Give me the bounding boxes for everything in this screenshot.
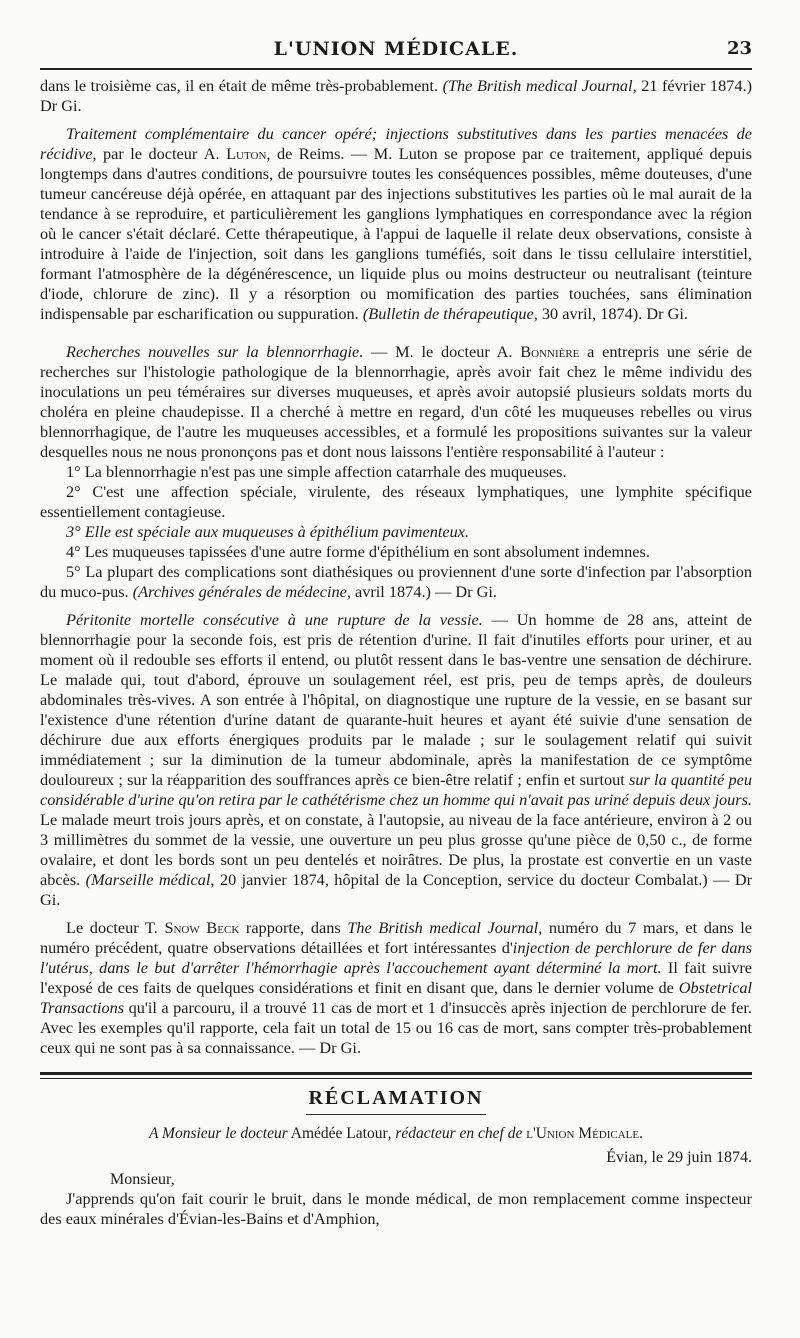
letter-body: J'apprends qu'on fait courir le bruit, dans le monde médical, de mon remplacement comme inspecteur des eaux minérales d'Évian-les-Bains et d'Amphion, bbox=[40, 1189, 752, 1228]
paragraph-blennorrhagie: Recherches nouvelles sur la blennorrhagie. — M. le docteur A. Bonnière a entrepris une série de recherches sur l'histologie pathologique de la blennorrhagie, après avoir fait chez le même individu des inoculations un peu téméraires sur diverses muqueuses, et après avoir autopsié plusieurs soldats morts du choléra en pleine chaudepisse. Il a cherché à mettre en regard, d'un côté les muqueuses rebelles ou virus blennorrhagique, de l'autre les muqueuses accessibles, et a formulé les propositions suivantes sur la valeur desquelles nous ne nous prononçons pas et dont nous laissons l'entière responsabilité à l'auteur : bbox=[40, 342, 752, 461]
letter-address: A Monsieur le docteur Amédée Latour, rédacteur en chef de l'Union Médicale. bbox=[148, 1125, 643, 1142]
proposition-3: 3° Elle est spéciale aux muqueuses à épithélium pavimenteux. bbox=[66, 522, 470, 541]
reclamation-section bbox=[40, 1087, 752, 1229]
paragraph-1: dans le troisième cas, il en était de même très-probablement. (The British medical Journal, 21 février 1874.) Dr Gi. bbox=[40, 76, 752, 115]
proposition-1: 1° La blennorrhagie n'est pas une simple affection catarrhale des muqueuses. bbox=[66, 462, 567, 481]
letter-salutation: Monsieur, bbox=[110, 1171, 175, 1188]
page-number: 23 bbox=[726, 38, 752, 59]
paragraph-peritonite: Péritonite mortelle consécutive à une rupture de la vessie. — Un homme de 28 ans, atteint de blennorrhagie pour la seconde fois, est pris de rétention d'urine. Il fait d'inutiles efforts pour uriner, et au moment où il redouble ses efforts il entend, ou plutôt ressent dans le bas-ventre une sensation de déchirure. Le malade qui, tout d'abord, éprouve un soulagement réel, est pris, peu de temps après, de douleurs abdominales très-vives. A son entrée à l'hôpital, on diagnostique une rupture de la vessie, en se basant sur l'existence d'une rétention d'urine datant de quarante-huit heures et ayant été suivie d'une sensation de déchirure due aux efforts énergiques produits par le malade ; sur le soulagement relatif qui suivit immédiatement ; sur la diminution de la tumeur abdominale, après la manifestation de ce symptôme douloureux ; sur la réapparition des souffrances après ce bien-être relatif ; enfin et surtout sur la quantité peu considérable d'urine qu'on retira par le cathétérisme chez un homme qui n'avait pas uriné depuis deux jours. Le malade meurt trois jours après, et on constate, à l'autopsie, au niveau de la face antérieure, environ à 2 ou 3 millimètres du sommet de la vessie, une ouverture un peu plus grosse qu'une pièce de 0,50 c., de forme ovalaire, et dont les bords sont un peu dentelés et noirâtres. De plus, la prostate est convertie en un vaste abcès. (Marseille médical, 20 janvier 1874, hôpital de la Conception, service du docteur Combalat.) — Dr Gi. bbox=[40, 610, 753, 909]
section-title: Traitement complémentaire du cancer opéré; injections substitutives dans les parties menacées de récidive, bbox=[40, 124, 752, 163]
proposition-5: 5° La plupart des complications sont diathésiques ou proviennent d'une sorte d'infection par l'absorption du muco-pus. (Archives générales de médecine, avril 1874.) — Dr Gi. bbox=[40, 562, 752, 601]
section-title: Recherches nouvelles sur la blennorrhagie. bbox=[66, 342, 364, 361]
heading-underline bbox=[306, 1114, 486, 1115]
section-divider bbox=[40, 1072, 752, 1079]
proposition-4: 4° Les muqueuses tapissées d'une autre forme d'épithélium en sont absolument indemnes. bbox=[66, 542, 650, 561]
article-body bbox=[40, 76, 752, 1058]
paragraph-luton: Traitement complémentaire du cancer opéré; injections substitutives dans les parties menacées de récidive, par le docteur A. Luton, de Reims. — M. Luton se propose par ce traitement, appliqué depuis longtemps dans d'autres conditions, de poursuivre toutes les conséquences possibles, même douteuses, d'une tumeur cancéreuse déjà opérée, en attaquant par des injections substitutives les parties où le mal aurait de la tendance à se reproduire, et particulièrement les ganglions lymphatiques en correspondance avec la région où le cancer s'était déclaré. Cette thérapeutique, à l'appui de laquelle il relate deux observations, consiste à introduire à l'aide de l'injection, soit dans les ganglions tuméfiés, soit dans le tissu cellulaire interstitiel, formant l'atmosphère de la dégénérescence, un liquide plus ou moins destructeur ou neutralisant (teinture d'iode, chlorure de zinc). Il y a résorption ou momification des parties touchées, sans élimination indispensable par escharification ou suppuration. (Bulletin de thérapeutique, 30 avril, 1874). Dr Gi. bbox=[40, 124, 752, 323]
letter-place-date: Évian, le 29 juin 1874. bbox=[606, 1149, 752, 1166]
page bbox=[40, 30, 752, 1229]
section-title: Péritonite mortelle consécutive à une rupture de la vessie. bbox=[66, 610, 483, 629]
page-header bbox=[40, 30, 752, 70]
author-name: A. Luton bbox=[203, 144, 267, 163]
author-name: Snow Beck bbox=[164, 918, 240, 937]
author-name: Bonnière bbox=[520, 342, 580, 361]
running-title: L'UNION MÉDICALE. bbox=[273, 38, 519, 60]
paragraph-snow-beck: Le docteur T. Snow Beck rapporte, dans The British medical Journal, numéro du 7 mars, et dans le numéro précédent, quatre observations détaillées et fort intéressantes d'injection de perchlorure de fer dans l'utérus, dans le but d'arrêter l'hémorrhagie après l'accouchement ayant déterminé la mort. Il fait suivre l'exposé de ces faits de quelques considérations et finit en disant que, dans le dernier volume de Obstetrical Transactions qu'il a parcouru, il a trouvé 11 cas de mort et 1 d'insuccès après injection de perchlorure de fer. Avec les exemples qu'il rapporte, cela fait un total de 15 ou 16 cas de mort, sans compter très-probablement ceux qui ne sont pas à sa connaissance. — Dr Gi. bbox=[40, 918, 753, 1057]
proposition-2: 2° C'est une affection spéciale, virulente, des réseaux lymphatiques, une lymphite spécifique essentiellement contagieuse. bbox=[40, 482, 752, 521]
section-heading: RÉCLAMATION bbox=[308, 1087, 484, 1109]
